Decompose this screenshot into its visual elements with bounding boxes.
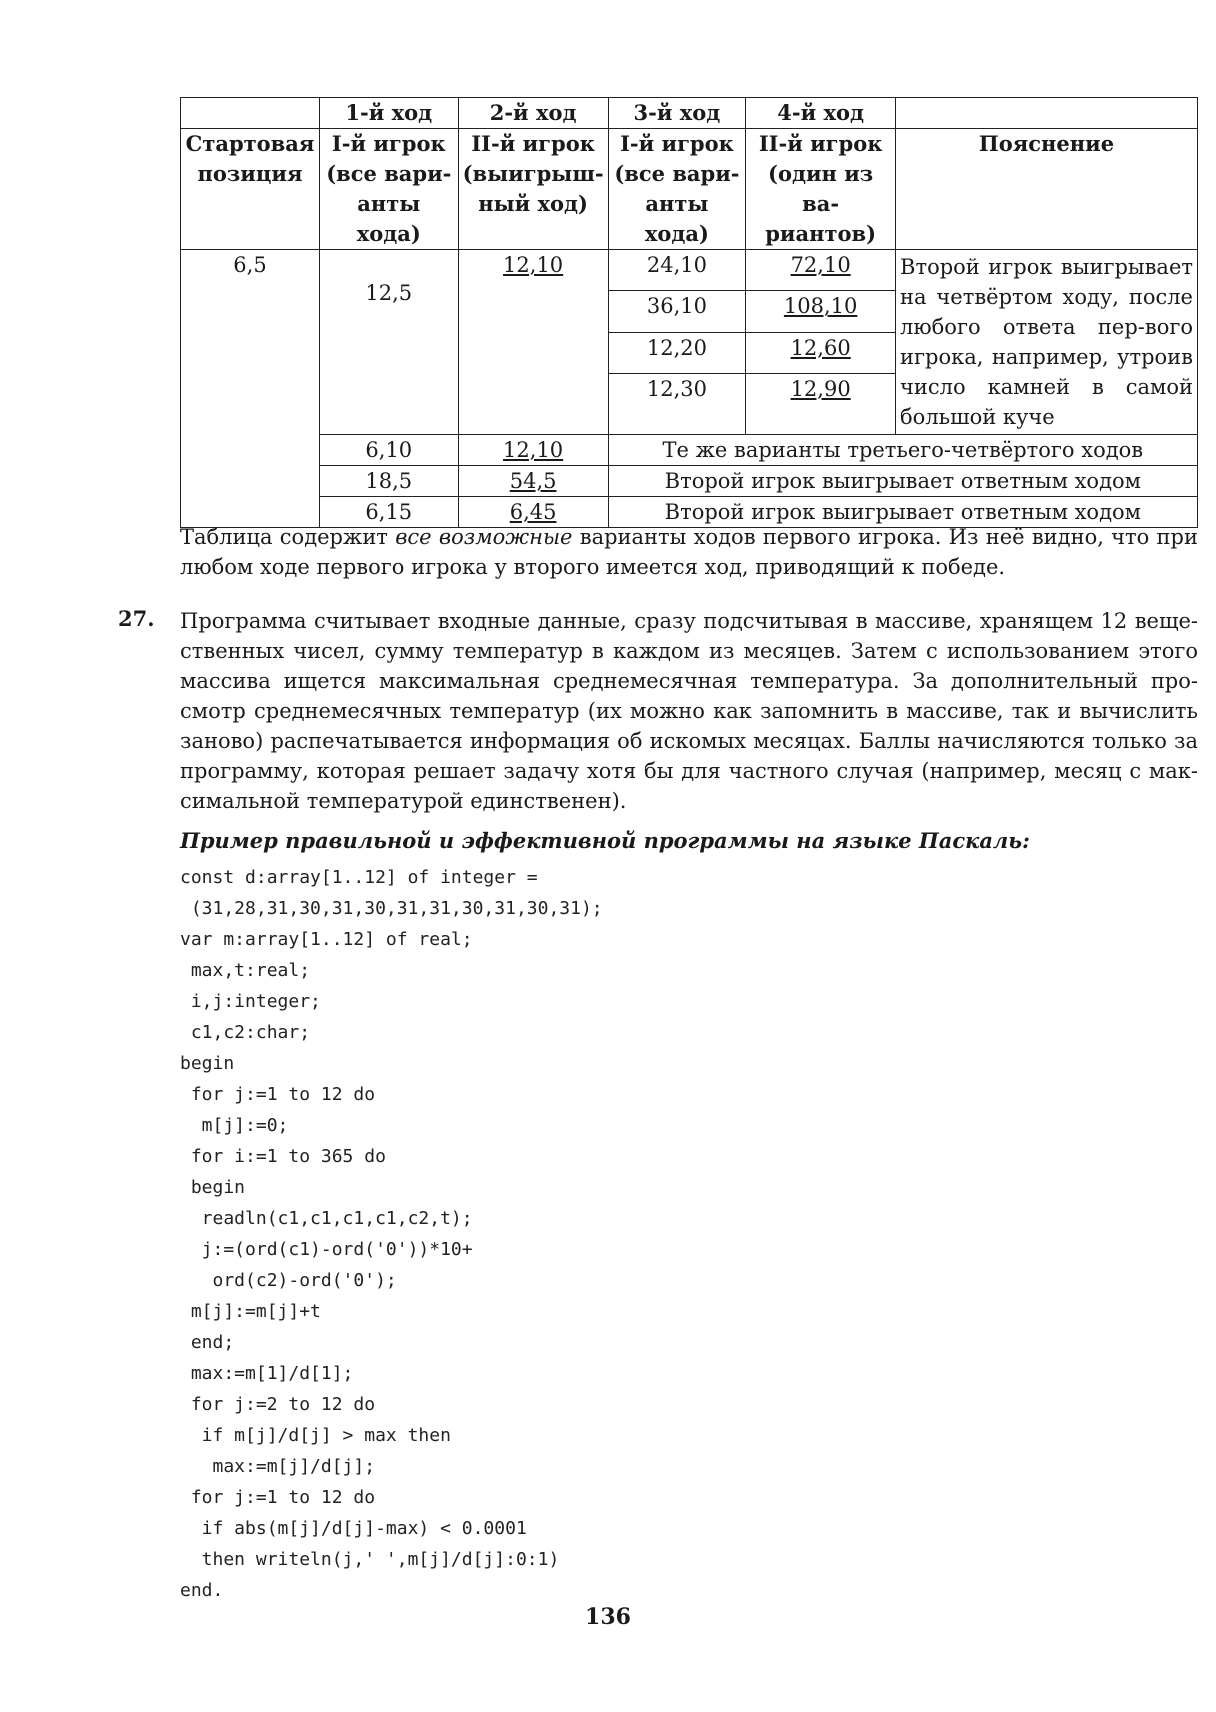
code-line: for j:=2 to 12 do [180, 1394, 376, 1415]
program-heading: Пример правильной и эффективной программы на языке Паскаль: [180, 828, 1030, 853]
code-line: readln(c1,c1,c1,c1,c2,t); [180, 1208, 473, 1229]
cell-move4-1: 72,10 [746, 250, 896, 291]
cell-move1-b: 6,10 [319, 435, 458, 466]
header-empty-2 [896, 98, 1198, 129]
cell-note-d: Второй игрок выигрывает ответным ходом [608, 497, 1197, 528]
code-line: m[j]:=0; [180, 1115, 289, 1136]
code-line: const d:array[1..12] of integer = [180, 867, 538, 888]
summary-post: варианты ходов первого игрока. Из неё видно, что при любом ходе первого игрока у второго имеется ход, приводящий к победе. [180, 525, 1198, 579]
cell-note-c: Второй игрок выигрывает ответным ходом [608, 466, 1197, 497]
header-player1-all-2: I-й игрок (все вари-анты хода) [608, 129, 746, 250]
pascal-code-block [180, 862, 603, 1606]
cell-explanation-a: Второй игрок выигрывает на четвёртом ходу, после любого ответа пер-вого игрока, например, утроив число камней в самой большой куче [896, 250, 1198, 435]
header-move-2: 2-й ход [458, 98, 608, 129]
code-line: ord(c2)-ord('0'); [180, 1270, 397, 1291]
code-line: begin [180, 1177, 246, 1198]
code-line: max:=m[1]/d[1]; [180, 1363, 354, 1384]
code-line: end. [180, 1580, 224, 1601]
header-player2-one: II-й игрок (один из ва-риантов) [746, 129, 896, 250]
cell-move2-a: 12,10 [458, 250, 608, 435]
code-line: c1,c2:char; [180, 1022, 311, 1043]
header-start-position: Стартовая позиция [181, 129, 320, 250]
cell-move2-d: 6,45 [458, 497, 608, 528]
header-empty-1 [181, 98, 320, 129]
cell-move3-3: 12,20 [608, 332, 746, 373]
cell-move1-c: 18,5 [319, 466, 458, 497]
cell-move1-a: 12,5 [319, 250, 458, 435]
code-line: for i:=1 to 365 do [180, 1146, 386, 1167]
header-move-3: 3-й ход [608, 98, 746, 129]
cell-move2-b: 12,10 [458, 435, 608, 466]
cell-note-b: Те же варианты третьего-четвёртого ходов [608, 435, 1197, 466]
code-line: for j:=1 to 12 do [180, 1487, 376, 1508]
cell-move4-3: 12,60 [746, 332, 896, 373]
summary-emphasis: все возможные [395, 525, 573, 549]
code-line: then writeln(j,' ',m[j]/d[j]:0:1) [180, 1549, 560, 1570]
summary-pre: Таблица содержит [180, 525, 396, 549]
page-number: 136 [585, 1604, 631, 1630]
header-explanation: Пояснение [896, 129, 1198, 250]
task-27-paragraph: Программа считывает входные данные, сразу подсчитывая в массиве, хранящем 12 веще-ственных чисел, сумму температур в каждом из месяцев. Затем с использованием этого массива ищется максимальная среднемесячная температура. За дополнительный про-смотр среднемесячных температур (их можно как запомнить в массиве, так и вычислить заново) распечатывается информация об искомых месяцах. Баллы начисляются только за программу, которая решает задачу хотя бы для частного случая (например, месяц с мак-симальной температурой единственен). [180, 609, 1198, 813]
cell-move3-2: 36,10 [608, 291, 746, 332]
task-number: 27. [118, 606, 155, 631]
header-move-4: 4-й ход [746, 98, 896, 129]
code-line: max:=m[j]/d[j]; [180, 1456, 376, 1477]
code-line: end; [180, 1332, 235, 1353]
code-line: max,t:real; [180, 960, 311, 981]
code-line: (31,28,31,30,31,30,31,31,30,31,30,31); [180, 898, 603, 919]
code-line: if m[j]/d[j] > max then [180, 1425, 451, 1446]
game-analysis-table [180, 97, 1198, 528]
code-line: begin [180, 1053, 235, 1074]
cell-move4-2: 108,10 [746, 291, 896, 332]
cell-move4-4: 12,90 [746, 374, 896, 435]
header-player2-win: II-й игрок (выигрыш-ный ход) [458, 129, 608, 250]
cell-move1-d: 6,15 [319, 497, 458, 528]
cell-move2-c: 54,5 [458, 466, 608, 497]
table-summary-paragraph [180, 522, 1198, 582]
code-line: var m:array[1..12] of real; [180, 929, 473, 950]
code-line: for j:=1 to 12 do [180, 1084, 376, 1105]
cell-start-position: 6,5 [181, 250, 320, 528]
code-line: m[j]:=m[j]+t [180, 1301, 321, 1322]
code-line: j:=(ord(c1)-ord('0'))*10+ [180, 1239, 473, 1260]
header-move-1: 1-й ход [319, 98, 458, 129]
code-line: i,j:integer; [180, 991, 321, 1012]
cell-move3-4: 12,30 [608, 374, 746, 435]
header-player1-all: I-й игрок (все вари-анты хода) [319, 129, 458, 250]
code-line: if abs(m[j]/d[j]-max) < 0.0001 [180, 1518, 527, 1539]
cell-move3-1: 24,10 [608, 250, 746, 291]
